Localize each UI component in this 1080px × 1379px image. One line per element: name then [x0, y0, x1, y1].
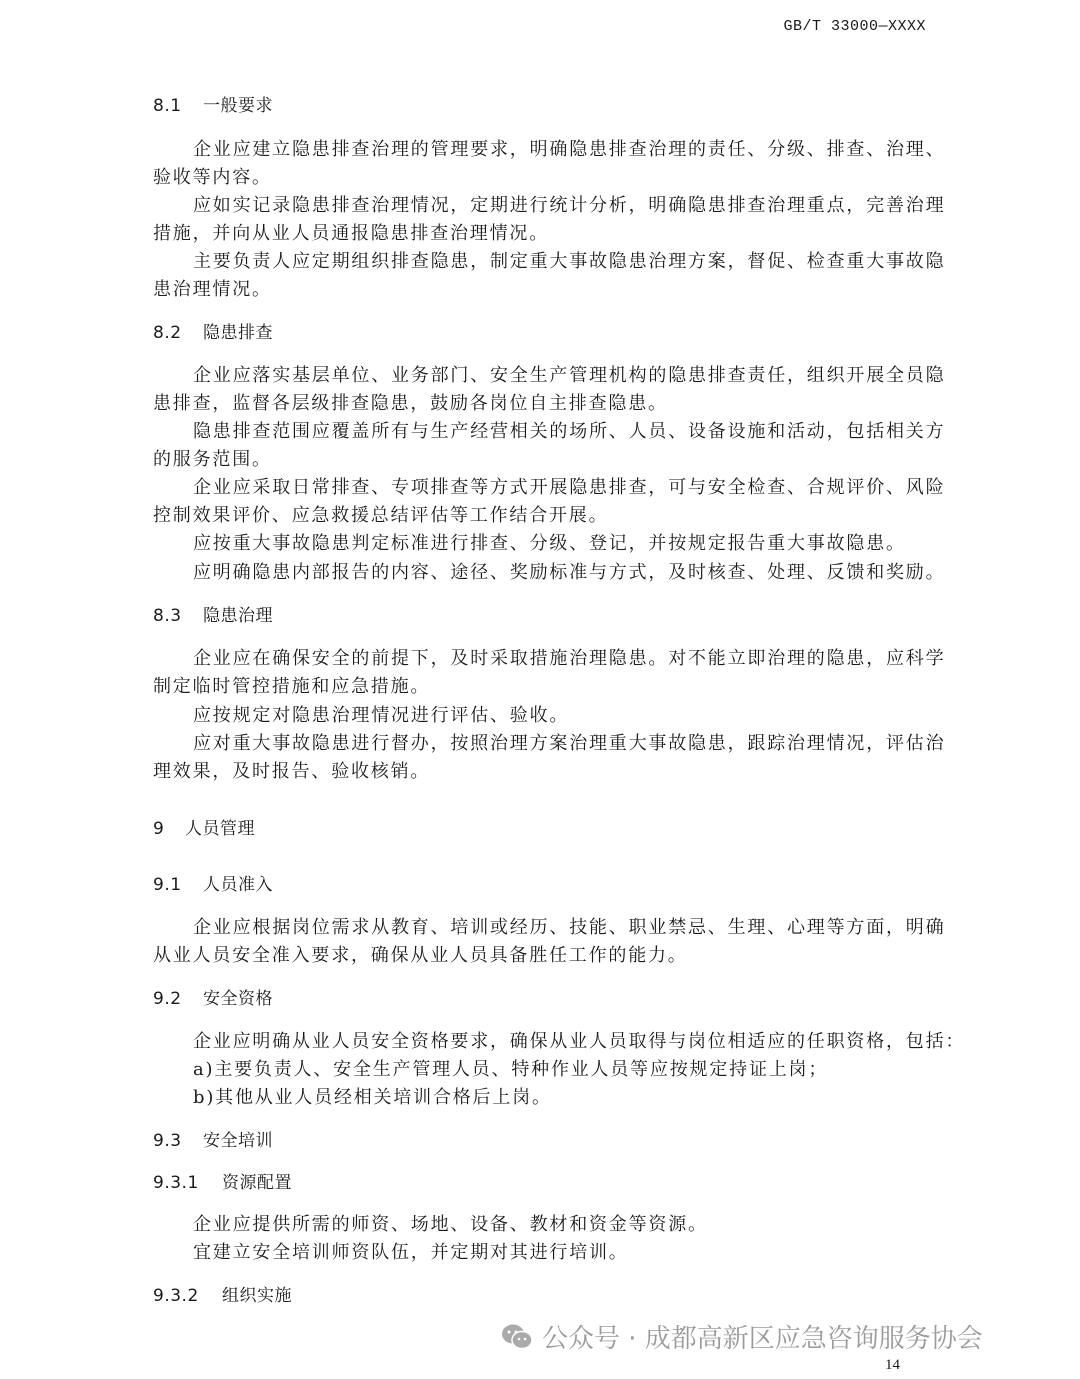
paragraph-continuation: 患排查，监督各层级排查隐患，鼓励各岗位自主排查隐患。	[153, 393, 668, 414]
paragraph-continuation: 理效果，及时报告、验收核销。	[153, 761, 431, 782]
paragraph-line: 主要负责人应定期组织排查隐患，制定重大事故隐患治理方案，督促、检查重大事故隐	[193, 251, 946, 272]
paragraph-continuation: 制定临时管控措施和应急措施。	[153, 676, 431, 697]
section-heading	[153, 604, 273, 628]
paragraph-line: 宜建立安全培训师资队伍，并定期对其进行培训。	[193, 1242, 629, 1263]
section-number: 9.3.1	[153, 1173, 199, 1193]
section-title: 资源配置	[222, 1173, 292, 1193]
section-number: 9.3.2	[153, 1286, 199, 1306]
section-title: 安全培训	[203, 1131, 273, 1151]
paragraph-continuation: 验收等内容。	[153, 167, 272, 188]
section-heading	[153, 321, 273, 345]
watermark	[500, 1318, 983, 1355]
paragraph-line: 企业应明确从业人员安全资格要求，确保从业人员取得与岗位相适应的任职资格，包括：	[193, 1031, 966, 1052]
paragraph-line: 应按重大事故隐患判定标准进行排查、分级、登记，并按规定报告重大事故隐患。	[193, 533, 906, 554]
section-title: 人员准入	[203, 875, 273, 895]
paragraph-continuation: 措施，并向从业人员通报隐患排查治理情况。	[153, 223, 549, 244]
watermark-text: 公众号 · 成都高新区应急咨询服务协会	[542, 1324, 983, 1354]
section-title: 安全资格	[203, 989, 273, 1009]
section-heading	[153, 873, 273, 897]
paragraph-line: 企业应建立隐患排查治理的管理要求，明确隐患排查治理的责任、分级、排查、治理、	[193, 139, 946, 160]
paragraph-continuation: 控制效果评价、应急救援总结评估等工作结合开展。	[153, 505, 609, 526]
section-heading	[153, 1129, 273, 1153]
paragraph-line: 应按规定对隐患治理情况进行评估、验收。	[193, 705, 570, 726]
list-marker: b)	[193, 1087, 216, 1108]
section-number: 9	[153, 819, 165, 839]
paragraph-line: 应明确隐患内部报告的内容、途径、奖励标准与方式，及时核查、处理、反馈和奖励。	[193, 562, 946, 583]
list-marker: a)	[193, 1059, 215, 1080]
list-item	[193, 1086, 552, 1110]
section-number: 8.2	[153, 323, 182, 343]
paragraph-continuation: 的服务范围。	[153, 449, 272, 470]
list-item	[193, 1058, 828, 1082]
document-code-header: GB/T 33000—XXXX	[783, 18, 926, 35]
list-item-text: 其他从业人员经相关培训合格后上岗。	[215, 1087, 552, 1108]
paragraph-line: 企业应提供所需的师资、场地、设备、教材和资金等资源。	[193, 1214, 708, 1235]
paragraph-line: 企业应根据岗位需求从教育、培训或经历、技能、职业禁忌、生理、心理等方面，明确	[193, 917, 946, 938]
section-number: 9.1	[153, 875, 182, 895]
section-title: 组织实施	[222, 1286, 292, 1306]
section-number: 9.3	[153, 1131, 182, 1151]
paragraph-continuation: 患治理情况。	[153, 279, 272, 300]
section-heading	[153, 1284, 292, 1308]
section-number: 9.2	[153, 989, 182, 1009]
paragraph-continuation: 从业人员安全准入要求，确保从业人员具备胜任工作的能力。	[153, 945, 688, 966]
list-item-text: 主要负责人、安全生产管理人员、特种作业人员等应按规定持证上岗；	[214, 1059, 829, 1080]
section-number: 8.3	[153, 606, 182, 626]
paragraph-line: 应对重大事故隐患进行督办，按照治理方案治理重大事故隐患，跟踪治理情况，评估治	[193, 733, 946, 754]
section-title: 隐患排查	[203, 323, 273, 343]
section-heading	[153, 94, 273, 118]
paragraph-line: 企业应落实基层单位、业务部门、安全生产管理机构的隐患排查责任，组织开展全员隐	[193, 365, 946, 386]
section-heading	[153, 1171, 292, 1195]
page-number: 14	[885, 1357, 900, 1373]
wechat-icon	[500, 1322, 534, 1352]
section-number: 8.1	[153, 96, 182, 116]
section-title: 隐患治理	[203, 606, 273, 626]
paragraph-line: 应如实记录隐患排查治理情况，定期进行统计分析，明确隐患排查治理重点，完善治理	[193, 195, 946, 216]
section-heading	[153, 987, 273, 1011]
paragraph-line: 企业应采取日常排查、专项排查等方式开展隐患排查，可与安全检查、合规评价、风险	[193, 477, 946, 498]
section-heading	[153, 817, 255, 841]
section-title: 一般要求	[203, 96, 273, 116]
section-title: 人员管理	[185, 819, 255, 839]
paragraph-line: 企业应在确保安全的前提下，及时采取措施治理隐患。对不能立即治理的隐患，应科学	[193, 648, 946, 669]
paragraph-line: 隐患排查范围应覆盖所有与生产经营相关的场所、人员、设备设施和活动，包括相关方	[193, 421, 946, 442]
